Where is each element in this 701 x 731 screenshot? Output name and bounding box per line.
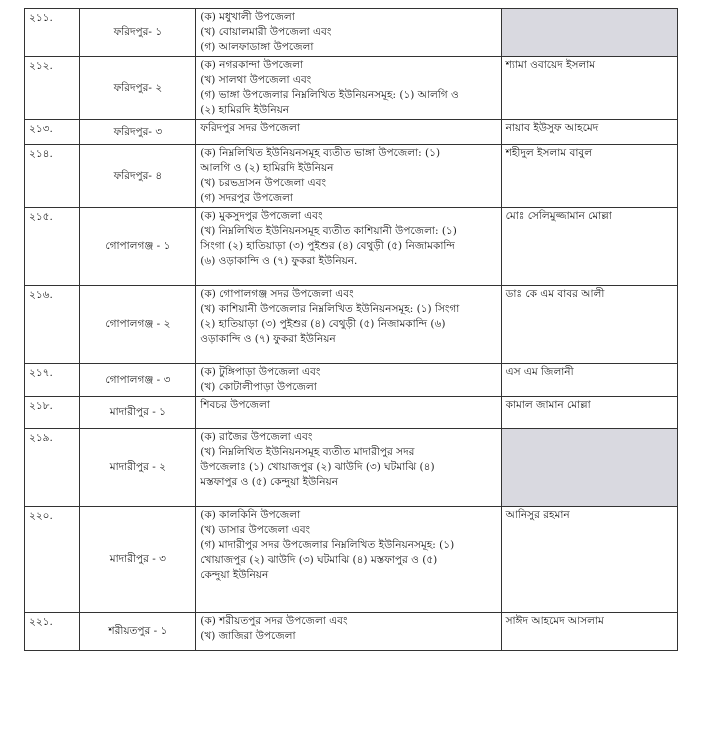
area-line: (খ) কোটালীপাড়া উপজেলা [200,381,317,393]
table-body [25,9,678,651]
area-cell [196,286,501,364]
candidate-name: সাঈদ আহমেদ আসলাম [501,613,677,651]
candidate-name: মোঃ সেলিমুজ্জামান মোল্লা [501,208,677,286]
serial-number: ২১৩. [25,120,80,145]
area-cell [196,145,501,208]
area-line: (ক) নগরকান্দা উপজেলা [200,59,304,71]
area-line: কেন্দুয়া ইউনিয়ন [200,569,269,581]
area-line: (ক) টুঙ্গিপাড়া উপজেলা এবং [200,366,321,378]
table-row [25,208,678,286]
area-line: শিবচর উপজেলা [200,399,270,411]
candidate-cell-shaded [501,429,677,507]
constituency-name: গোপালগঞ্জ - ৩ [80,364,196,397]
area-line: (ক) রাজৈর উপজেলা এবং [200,431,313,443]
candidate-cell-shaded [501,9,677,57]
area-line: (খ) ডাসার উপজেলা এবং [200,524,311,536]
area-line: (খ) বোয়ালমারী উপজেলা এবং [200,26,332,38]
serial-number: ২১১. [25,9,80,57]
constituency-name: মাদারীপুর - ৩ [80,507,196,613]
constituency-document [24,8,678,651]
area-cell [196,429,501,507]
area-line: (ক) মধুখালী উপজেলা [200,11,295,23]
area-cell [196,507,501,613]
table-row [25,613,678,651]
constituency-table [24,8,678,651]
area-line: আলগি ও (২) হামিরদি ইউনিয়ন [200,162,334,174]
serial-number: ২১৫. [25,208,80,286]
serial-number: ২১৮. [25,397,80,429]
area-line: (গ) সদরপুর উপজেলা [200,192,293,204]
area-cell [196,208,501,286]
serial-number: ২১২. [25,57,80,120]
constituency-name: ফরিদপুর- ৪ [80,145,196,208]
candidate-name: আনিসুর রহমান [501,507,677,613]
area-line: (খ) নিম্নলিখিত ইউনিয়নসমূহ ব্যতীত কাশিয়ানী উপজেলা: (১) [200,225,457,237]
area-line: সিংগা (২) হাতিয়াড়া (৩) পুইশুর (৪) বেথুড়ী (৫) নিজামকান্দি [200,240,455,252]
serial-number: ২১৬. [25,286,80,364]
table-row [25,507,678,613]
serial-number: ২১৯. [25,429,80,507]
area-line: (২) হামিরদি ইউনিয়ন [200,104,290,116]
table-row [25,364,678,397]
table-row [25,286,678,364]
area-line: (ক) নিম্নলিখিত ইউনিয়নসমূহ ব্যতীত ভাঙ্গা উপজেলা: (১) [200,147,441,159]
candidate-name: এস এম জিলানী [501,364,677,397]
candidate-name: ডাঃ কে এম বাবর আলী [501,286,677,364]
table-row [25,120,678,145]
area-line: (গ) মাদারীপুর সদর উপজেলার নিম্নলিখিত ইউনিয়নসমূহ: (১) [200,539,455,551]
area-cell [196,613,501,651]
area-cell [196,9,501,57]
area-line: (গ) ভাঙ্গা উপজেলার নিম্নলিখিত ইউনিয়নসমূহ: (১) আলগি ও [200,89,459,101]
table-row [25,57,678,120]
area-cell [196,364,501,397]
candidate-name: কামাল জামান মোল্লা [501,397,677,429]
area-cell [196,120,501,145]
area-line: (খ) নিম্নলিখিত ইউনিয়নসমূহ ব্যতীত মাদারীপুর সদর [200,446,415,458]
candidate-name: শ্যামা ওবায়েদ ইসলাম [501,57,677,120]
table-row [25,145,678,208]
area-line: (৬) ওড়াকান্দি ও (৭) ফুকরা ইউনিয়ন. [200,255,358,267]
area-line: খোয়াজপুর (২) ঝাউদি (৩) ঘটমাঝি (৪) মস্তফাপুর ও (৫) [200,554,438,566]
constituency-name: ফরিদপুর- ৩ [80,120,196,145]
serial-number: ২২১. [25,613,80,651]
serial-number: ২১৪. [25,145,80,208]
area-line: (খ) কাশিয়ানী উপজেলার নিম্নলিখিত ইউনিয়নসমূহ: (১) সিংগা [200,303,460,315]
area-line: (২) হাতিয়াড়া (৩) পুইশুর (৪) বেথুড়ী (৫) নিজামকান্দি (৬) [200,318,446,330]
constituency-name: গোপালগঞ্জ - ১ [80,208,196,286]
area-line: (খ) জাজিরা উপজেলা [200,630,296,642]
table-row [25,9,678,57]
constituency-name: মাদারীপুর - ১ [80,397,196,429]
area-line: ফরিদপুর সদর উপজেলা [200,122,300,134]
table-row [25,397,678,429]
candidate-name: নায়াব ইউসুফ আহমেদ [501,120,677,145]
constituency-name: শরীয়তপুর - ১ [80,613,196,651]
area-cell [196,397,501,429]
area-line: (ক) গোপালগঞ্জ সদর উপজেলা এবং [200,288,354,300]
serial-number: ২২০. [25,507,80,613]
area-line: (খ) চরভদ্রাসন উপজেলা এবং [200,177,327,189]
constituency-name: মাদারীপুর - ২ [80,429,196,507]
area-line: (ক) মুকসুদপুর উপজেলা এবং [200,210,323,222]
constituency-name: ফরিদপুর- ১ [80,9,196,57]
area-cell [196,57,501,120]
serial-number: ২১৭. [25,364,80,397]
candidate-name: শহীদুল ইসলাম বাবুল [501,145,677,208]
area-line: (খ) সালথা উপজেলা এবং [200,74,312,86]
area-line: ওড়াকান্দি ও (৭) ফুকরা ইউনিয়ন [200,333,336,345]
area-line: (ক) শরীয়তপুর সদর উপজেলা এবং [200,615,348,627]
area-line: উপজেলাঃ (১) খোয়াজপুর (২) ঝাউদি (৩) ঘটমাঝি (৪) [200,461,435,473]
constituency-name: ফরিদপুর- ২ [80,57,196,120]
area-line: মস্তফাপুর ও (৫) কেন্দুয়া ইউনিয়ন [200,476,339,488]
area-line: (গ) আলফাডাঙ্গা উপজেলা [200,41,314,53]
area-line: (ক) কালকিনি উপজেলা [200,509,301,521]
table-row [25,429,678,507]
constituency-name: গোপালগঞ্জ - ২ [80,286,196,364]
